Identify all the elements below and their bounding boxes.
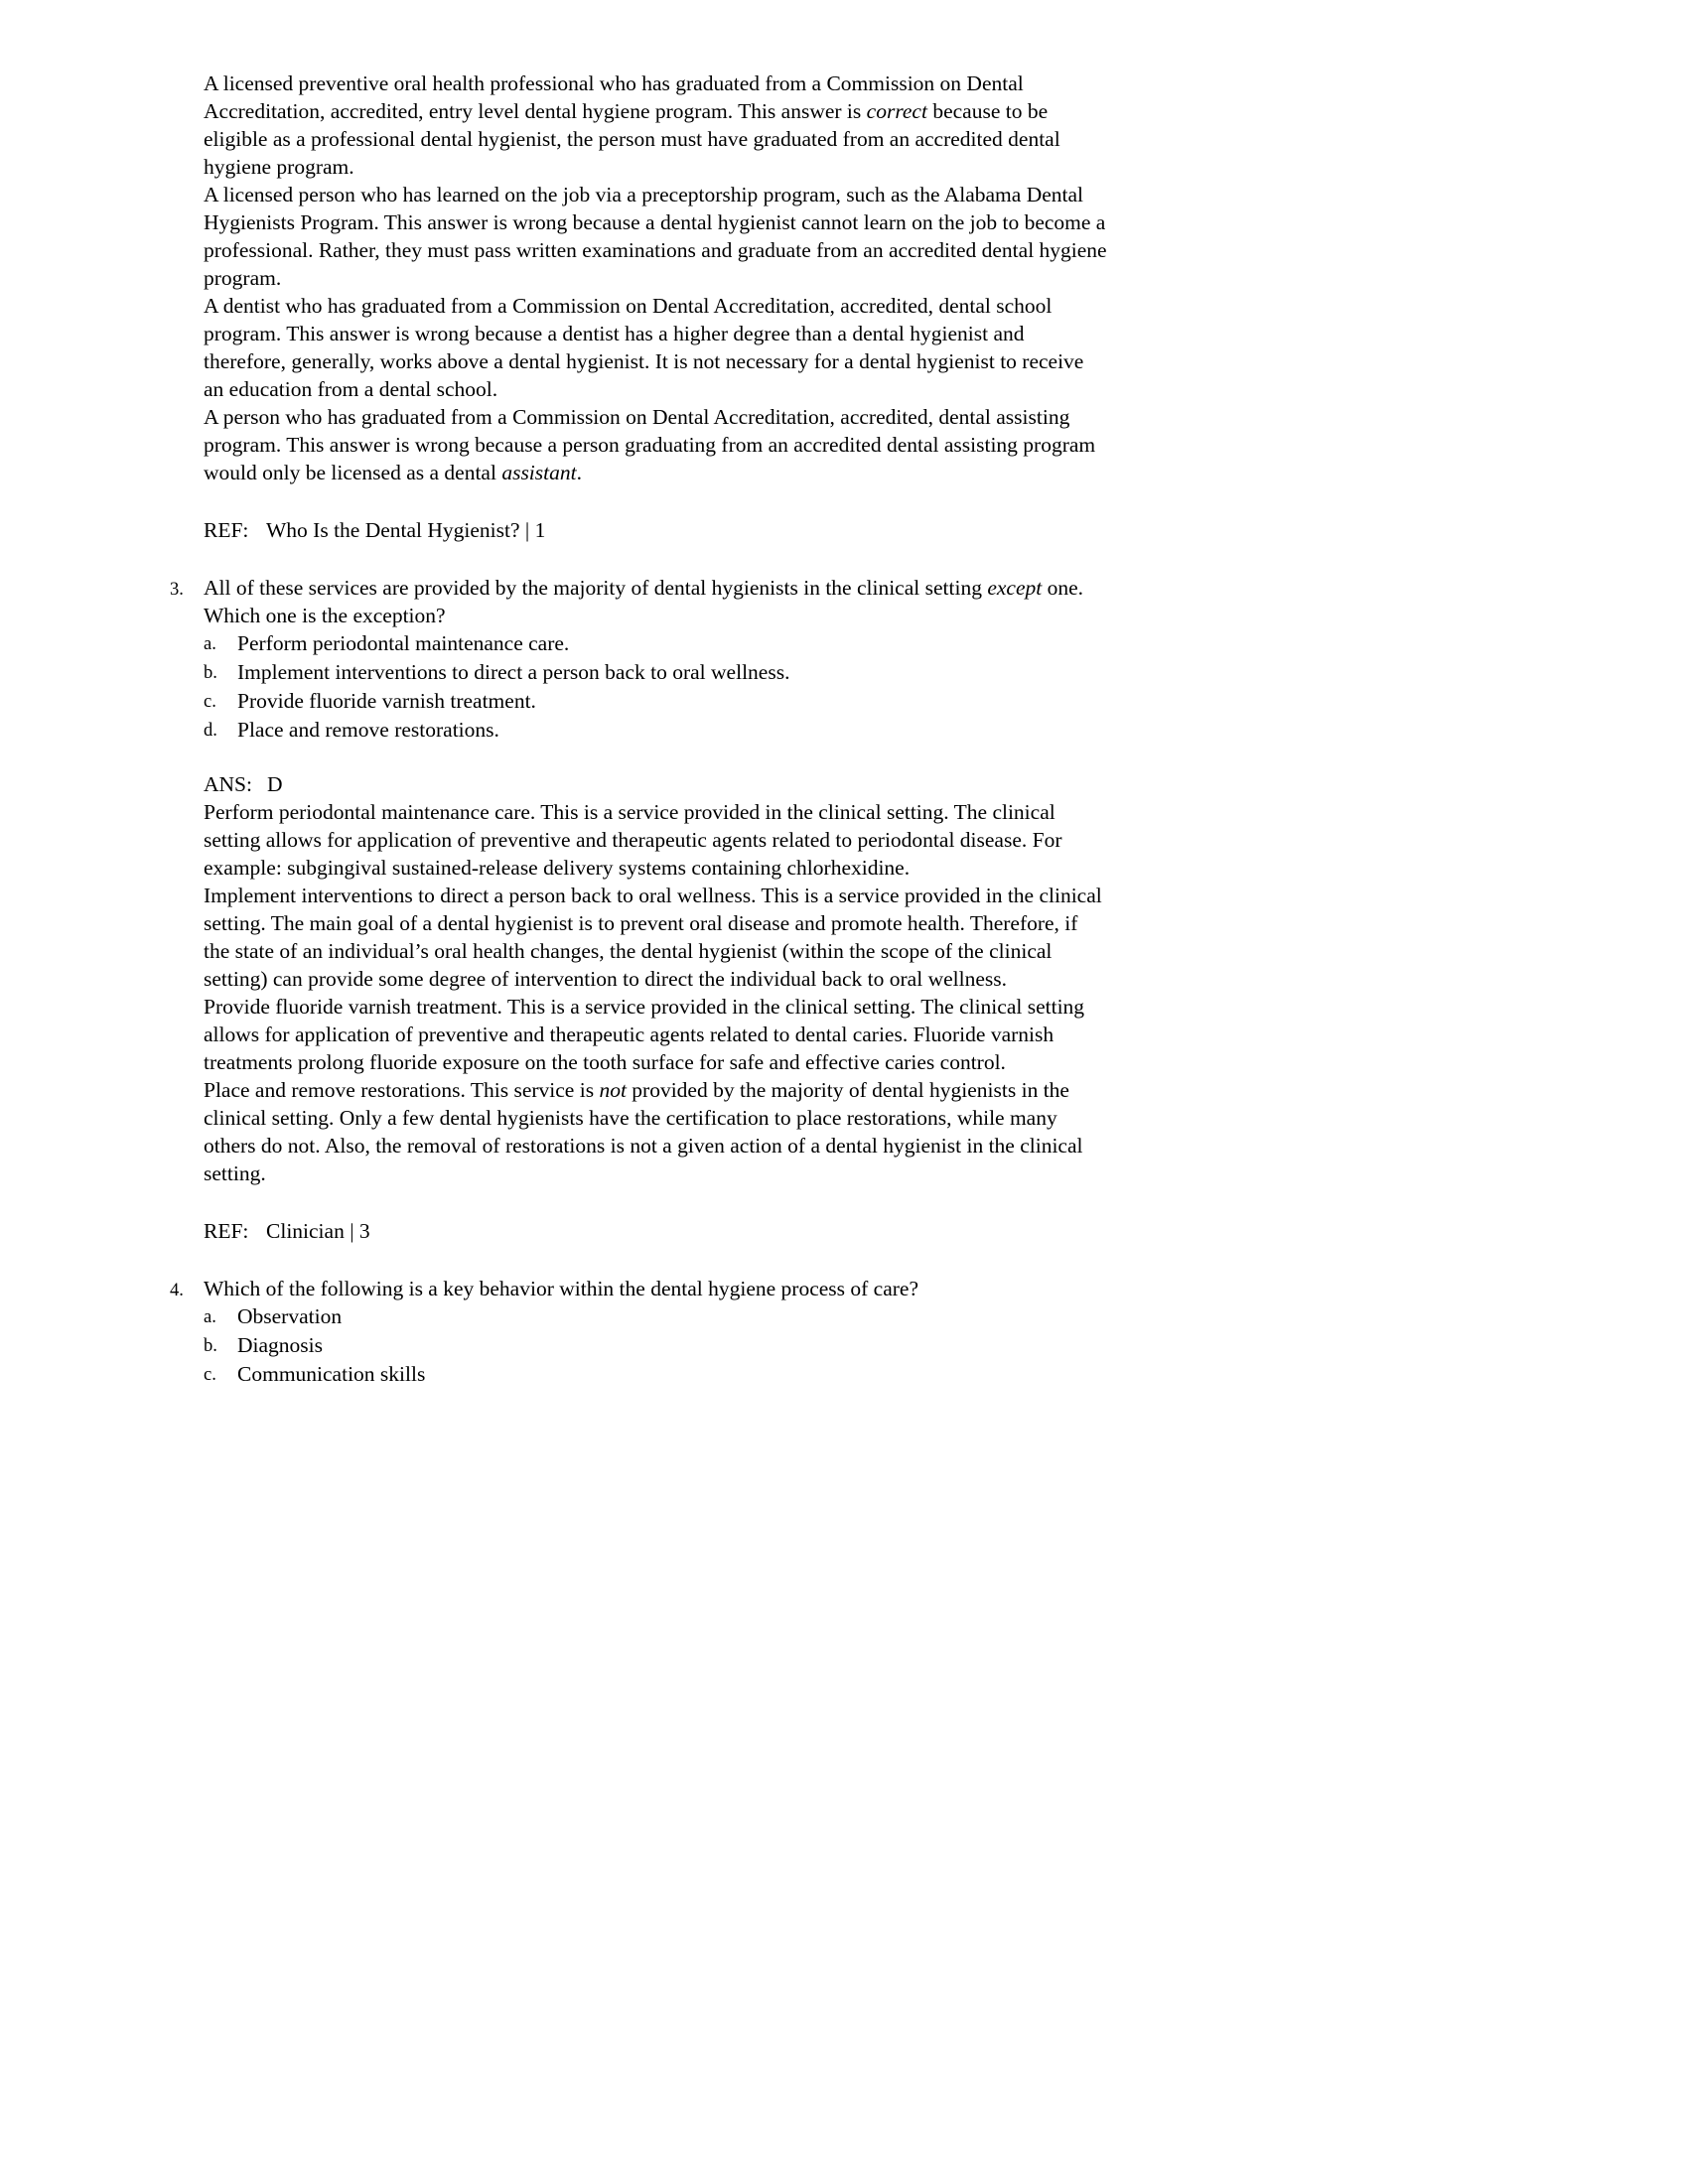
option-text: Place and remove restorations. bbox=[237, 718, 499, 742]
question-number: 4. bbox=[170, 1281, 184, 1300]
emphasized-text: assistant bbox=[501, 461, 577, 484]
question-3 bbox=[170, 574, 1109, 1245]
answer-line bbox=[204, 770, 1109, 798]
reference-label: REF: bbox=[204, 518, 249, 542]
question-stem bbox=[204, 1275, 1109, 1302]
option-letter: a. bbox=[204, 634, 216, 654]
text-segment: A person who has graduated from a Commission on Dental Accreditation, accredited, dental assisting program. This answer is wrong because a person graduating from an accredited dental assisting program would only be licensed as a dental bbox=[204, 405, 1096, 484]
answer-label: ANS: bbox=[204, 772, 252, 796]
option-text: Observation bbox=[237, 1304, 343, 1328]
emphasized-text: correct bbox=[866, 99, 927, 123]
answer-explanation-paragraph bbox=[204, 69, 1109, 181]
option-text: Communication skills bbox=[237, 1362, 426, 1386]
answer-options bbox=[204, 1302, 1109, 1389]
answer-rationale-paragraph bbox=[204, 882, 1109, 993]
text-segment: provided by the majority of dental hygienists in the clinical setting. Only a few dental hygienists have the certification to place restorations, while many others do not. Also, the removal of restorations is not a given action of a dental hygienist in the clinical setting. bbox=[204, 1078, 1083, 1185]
text-segment: Implement interventions to direct a person back to oral wellness. This is a service provided in the clinical setting. The main goal of a dental hygienist is to prevent oral disease and promote health. Therefore, if the state of an individual’s oral health changes, the dental hygienist (within the scope of the clinical setting) can provide some degree of intervention to direct the individual back to oral wellness. bbox=[204, 884, 1102, 991]
answer-option bbox=[204, 1331, 1109, 1360]
text-segment: Provide fluoride varnish treatment. This is a service provided in the clinical setting. The clinical setting allows for application of preventive and therapeutic agents related to dental caries. Fluoride varnish treatments prolong fluoride exposure on the tooth surface for safe and effective caries control. bbox=[204, 995, 1085, 1074]
reference-line bbox=[204, 516, 1109, 544]
reference-value: Who Is the Dental Hygienist? | 1 bbox=[266, 518, 546, 542]
answer-explanation-paragraph bbox=[204, 292, 1109, 403]
option-letter: c. bbox=[204, 692, 216, 712]
text-column bbox=[170, 69, 1109, 1389]
answer-explanation-paragraph bbox=[204, 403, 1109, 486]
answer-option bbox=[204, 687, 1109, 716]
option-text: Implement interventions to direct a person back to oral wellness. bbox=[237, 660, 790, 684]
option-letter: d. bbox=[204, 721, 217, 741]
answer-option bbox=[204, 1302, 1109, 1331]
option-letter: b. bbox=[204, 663, 217, 683]
option-text: Diagnosis bbox=[237, 1333, 323, 1357]
text-segment: All of these services are provided by the majority of dental hygienists in the clinical setting bbox=[204, 576, 988, 600]
emphasized-text: except bbox=[987, 576, 1043, 600]
reference-value: Clinician | 3 bbox=[266, 1219, 370, 1243]
answer-rationale-paragraph bbox=[204, 993, 1109, 1076]
question-stem bbox=[204, 574, 1109, 629]
text-segment: one. Which one is the exception? bbox=[204, 576, 1084, 627]
emphasized-text: not bbox=[599, 1078, 627, 1102]
answer-option bbox=[204, 716, 1109, 745]
option-letter: c. bbox=[204, 1365, 216, 1385]
text-segment: Which of the following is a key behavior within the dental hygiene process of care? bbox=[204, 1277, 919, 1300]
text-segment: Perform periodontal maintenance care. This is a service provided in the clinical setting. The clinical setting allows for application of preventive and therapeutic agents related to periodontal disease. For example: subgingival sustained-release delivery systems containing chlorhexidine. bbox=[204, 800, 1062, 880]
text-segment: Place and remove restorations. This service is bbox=[204, 1078, 600, 1102]
question-4 bbox=[170, 1275, 1109, 1389]
answer-option bbox=[204, 658, 1109, 687]
text-segment: A licensed preventive oral health professional who has graduated from a Commission on Dental Accreditation, accredited, entry level dental hygiene program. This answer is bbox=[204, 71, 1024, 123]
text-segment: . bbox=[576, 461, 582, 484]
text-segment: A licensed person who has learned on the job via a preceptorship program, such as the Alabama Dental Hygienists Program. This answer is wrong because a dental hygienist cannot learn on the job to become a professional. Rather, they must pass written examinations and graduate from an accredited dental hygiene program. bbox=[204, 183, 1107, 290]
option-letter: a. bbox=[204, 1307, 216, 1327]
answer-rationale-block bbox=[204, 798, 1109, 1187]
answer-option bbox=[204, 629, 1109, 658]
option-text: Perform periodontal maintenance care. bbox=[237, 631, 570, 655]
answer-rationale-paragraph bbox=[204, 798, 1109, 882]
answer-option bbox=[204, 1360, 1109, 1389]
option-letter: b. bbox=[204, 1336, 217, 1356]
question-number: 3. bbox=[170, 580, 184, 600]
answer-options bbox=[204, 629, 1109, 745]
option-text: Provide fluoride varnish treatment. bbox=[237, 689, 536, 713]
answer-explanation-paragraph bbox=[204, 181, 1109, 292]
answer-rationale-paragraph bbox=[204, 1076, 1109, 1187]
text-segment: because to be eligible as a professional dental hygienist, the person must have graduated from an accredited dental hygiene program. bbox=[204, 99, 1060, 179]
answer-explanation-block bbox=[204, 69, 1109, 486]
text-segment: A dentist who has graduated from a Commission on Dental Accreditation, accredited, dental school program. This answer is wrong because a dentist has a higher degree than a dental hygienist and therefore, generally, works above a dental hygienist. It is not necessary for a dental hygienist to receive an education from a dental school. bbox=[204, 294, 1084, 401]
answer-value: D bbox=[267, 772, 283, 796]
reference-line bbox=[204, 1217, 1109, 1245]
reference-label: REF: bbox=[204, 1219, 249, 1243]
